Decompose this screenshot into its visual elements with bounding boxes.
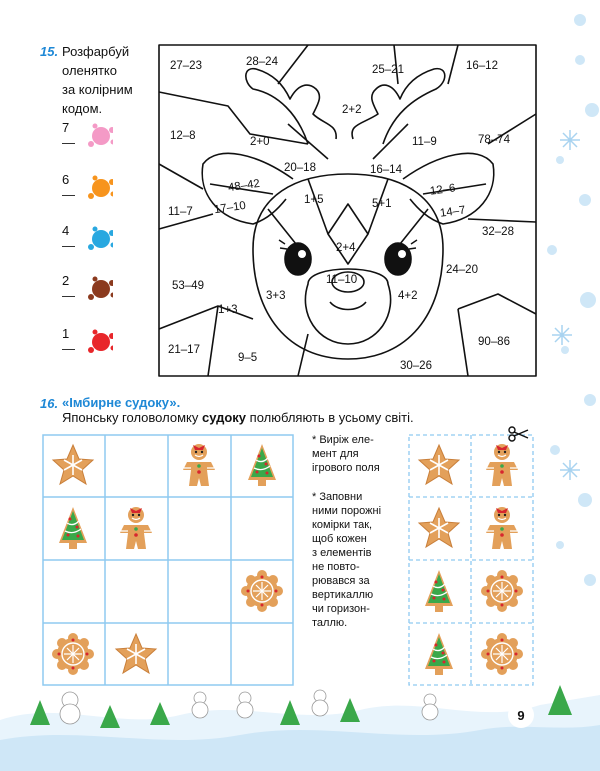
label-1p5: 1+5 bbox=[304, 194, 324, 206]
task-15-line: оленятко bbox=[62, 63, 117, 78]
hint-line: не повто- bbox=[312, 561, 360, 573]
label-4p2: 4+2 bbox=[398, 290, 418, 302]
label-53-49: 53–49 bbox=[172, 280, 204, 292]
label-2p2: 2+2 bbox=[342, 104, 362, 116]
empty-sudoku-cell[interactable] bbox=[234, 626, 290, 682]
blue-paint-splash-icon bbox=[85, 225, 113, 251]
empty-sudoku-cell[interactable] bbox=[45, 563, 101, 619]
legend-code: 4 — bbox=[62, 223, 75, 253]
desc-part: Японську головоломку bbox=[62, 410, 202, 425]
empty-sudoku-cell[interactable] bbox=[108, 563, 164, 619]
label-14-7: 14–7 bbox=[439, 204, 467, 220]
task-15-number: 15. bbox=[40, 44, 59, 59]
label-32-28: 32–28 bbox=[482, 226, 514, 238]
task-16-number: 16. bbox=[40, 396, 59, 411]
cutout-pieces[interactable] bbox=[408, 434, 534, 686]
deer-coloring-picture bbox=[158, 44, 537, 377]
cutout-tree-cookie-icon[interactable] bbox=[411, 626, 467, 682]
page-number: 9 bbox=[508, 702, 534, 728]
label-9-5: 9–5 bbox=[238, 352, 258, 364]
pink-paint-splash-icon bbox=[85, 122, 113, 148]
label-11-9: 11–9 bbox=[412, 136, 437, 148]
legend-code: 2 — bbox=[62, 273, 75, 303]
label-21-17: 21–17 bbox=[168, 344, 200, 356]
hint-line: комірки так, bbox=[312, 519, 373, 531]
flower-cookie-icon bbox=[45, 626, 101, 682]
cutout-tree-cookie-icon[interactable] bbox=[411, 563, 467, 619]
hint-line: мент для bbox=[312, 448, 359, 460]
label-16-12: 16–12 bbox=[466, 60, 498, 72]
hint-line: ними порожні bbox=[312, 505, 382, 517]
label-11-10: 11–10 bbox=[326, 274, 358, 286]
cutout-gingerbread-man-icon[interactable] bbox=[474, 437, 530, 493]
empty-sudoku-cell[interactable] bbox=[171, 626, 227, 682]
scissors-icon bbox=[508, 426, 530, 442]
legend-code: 1 — bbox=[62, 326, 75, 356]
cutout-star-cookie-icon[interactable] bbox=[411, 500, 467, 556]
task-15-line: кодом. bbox=[62, 101, 103, 116]
hint-line: вертикаллю bbox=[312, 589, 374, 601]
hint-line: * Заповни bbox=[312, 491, 363, 503]
star-cookie-icon bbox=[45, 437, 101, 493]
star-cookie-icon bbox=[108, 626, 164, 682]
label-11-7: 11–7 bbox=[168, 206, 193, 218]
hint-line: ігрового поля bbox=[312, 462, 380, 474]
legend-row-7 bbox=[62, 120, 113, 150]
legend-code: 6 — bbox=[62, 172, 75, 202]
legend-row-2 bbox=[62, 273, 113, 303]
hint-line: рювався за bbox=[312, 575, 370, 587]
label-12-6: 12–6 bbox=[429, 182, 457, 198]
desc-bold-word: судоку bbox=[201, 410, 247, 425]
task-15-line: за колірним bbox=[62, 82, 133, 97]
hint-line: чи горизон- bbox=[312, 603, 370, 615]
cutout-flower-cookie-icon[interactable] bbox=[474, 626, 530, 682]
sudoku-grid bbox=[42, 434, 294, 686]
empty-sudoku-cell[interactable] bbox=[171, 500, 227, 556]
legend-code: 7 — bbox=[62, 120, 75, 150]
label-28-24: 28–24 bbox=[246, 56, 278, 68]
brown-paint-splash-icon bbox=[85, 275, 113, 301]
label-12-8: 12–8 bbox=[170, 130, 196, 142]
label-25-21: 25–21 bbox=[372, 64, 404, 76]
snowflake-border-decoration bbox=[540, 0, 600, 771]
hint-fill-rules bbox=[312, 490, 408, 630]
tree-cookie-icon bbox=[234, 437, 290, 493]
legend-row-4 bbox=[62, 223, 113, 253]
hint-line: * Виріж еле- bbox=[312, 434, 374, 446]
label-5p1: 5+1 bbox=[372, 198, 392, 210]
task-15-instructions bbox=[62, 42, 158, 118]
label-48-42: 48–42 bbox=[227, 177, 261, 195]
label-17-10: 17–10 bbox=[213, 199, 247, 217]
cutout-gingerbread-man-icon[interactable] bbox=[474, 500, 530, 556]
task-15-line: Розфарбуй bbox=[62, 44, 130, 59]
legend-row-1 bbox=[62, 326, 113, 356]
red-paint-splash-icon bbox=[85, 328, 113, 354]
label-24-20: 24–20 bbox=[446, 264, 478, 276]
task-16-title: «Імбирне судоку». bbox=[62, 395, 181, 410]
task-16-description bbox=[62, 408, 414, 427]
label-30-26: 30–26 bbox=[400, 360, 432, 372]
cutout-star-cookie-icon[interactable] bbox=[411, 437, 467, 493]
label-78-74: 78–74 bbox=[478, 134, 510, 146]
hint-line: таллю. bbox=[312, 617, 348, 629]
cutout-flower-cookie-icon[interactable] bbox=[474, 563, 530, 619]
label-2p0: 2+0 bbox=[250, 136, 270, 148]
tree-cookie-icon bbox=[45, 500, 101, 556]
label-3p3: 3+3 bbox=[266, 290, 286, 302]
label-1p3: 1+3 bbox=[218, 304, 238, 316]
desc-part: полюбляють в усьому світі. bbox=[246, 410, 414, 425]
hint-cut-out bbox=[312, 433, 408, 475]
orange-paint-splash-icon bbox=[85, 174, 113, 200]
winter-scene-decoration bbox=[0, 680, 600, 771]
label-2p4: 2+4 bbox=[336, 242, 356, 254]
label-16-14: 16–14 bbox=[370, 164, 402, 176]
gingerbread-man-icon bbox=[171, 437, 227, 493]
flower-cookie-icon bbox=[234, 563, 290, 619]
label-27-23: 27–23 bbox=[170, 60, 202, 72]
empty-sudoku-cell[interactable] bbox=[234, 500, 290, 556]
empty-sudoku-cell[interactable] bbox=[108, 437, 164, 493]
gingerbread-man-icon bbox=[108, 500, 164, 556]
empty-sudoku-cell[interactable] bbox=[171, 563, 227, 619]
hint-line: щоб кожен bbox=[312, 533, 367, 545]
label-90-86: 90–86 bbox=[478, 336, 510, 348]
hint-line: з елементів bbox=[312, 547, 372, 559]
legend-row-6 bbox=[62, 172, 113, 202]
label-20-18: 20–18 bbox=[284, 162, 316, 174]
